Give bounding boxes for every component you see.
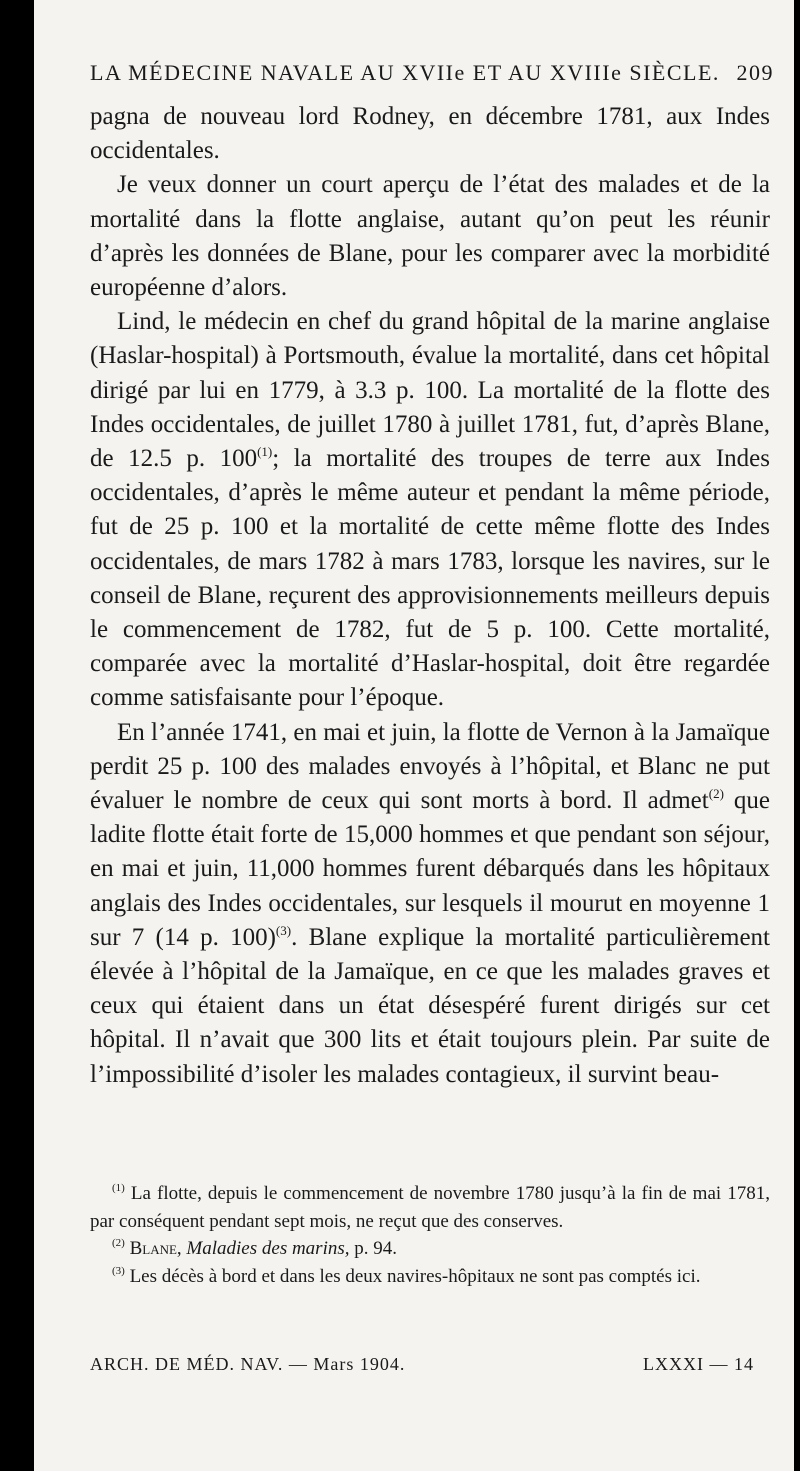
running-title: LA MÉDECINE NAVALE AU XVIIe ET AU XVIIIe SIÈCLE. [90,60,720,85]
footnote-2-mark: (2) [112,1237,125,1249]
paragraph-1: pagna de nouveau lord Rodney, en décembre 1781, aux Indes occidentales. [90,103,770,165]
footnote-2-page: p. 94. [349,1238,397,1259]
paragraph-4-text-b: que ladite flotte était forte de 15,000 hommes et que pendant son séjour, en mai et juin, 11,000 hommes furent débarqués dans les hôpitaux anglais des Indes occidentales, sur lesquels il mourut en moyenne 1 sur 7 (14 p. 100) [90,787,770,951]
footnote-ref-1: (1) [257,444,273,460]
paragraph-3-text-a: Lind, le médecin en chef du grand hôpital de la marine anglaise (Haslar-hospital) à Portsmouth, évalue la mortalité, dans cet hôpital dirigé par lui en 1779, à 3.3 p. 100. La mortalité de la flotte des Indes occidentales, de juillet 1780 à juillet 1781, fut, d’après Blane, de 12.5 p. 100 [90,308,770,473]
paragraph-4 [90,716,770,1092]
paragraph-2: Je veux donner un court aperçu de l’état des malades et de la mortalité dans la flotte anglaise, autant qu’on peut les réunir d’après les données de Blane, pour les comparer avec la morbidité européenne d’alors. [90,171,770,302]
page-body [90,100,770,1092]
footer-journal: ARCH. DE MÉD. NAV. — Mars 1904. [90,1354,406,1374]
footnote-ref-2: (2) [708,786,724,802]
footnotes [90,1180,770,1290]
footnote-3-text: Les décès à bord et dans les deux navires-hôpitaux ne sont pas comptés ici. [129,1265,701,1287]
footnote-3 [90,1263,770,1291]
footnote-2 [90,1235,770,1263]
paragraph-3-text-b: ; la mortalité des troupes de terre aux Indes occidentales, d’après le même auteur et pendant la même période, fut de 25 p. 100 et la mortalité de cette même flotte des Indes occidentales, de mars 1782 à mars 1783, lorsque les navires, sur le conseil de Blane, reçurent des approvisionnements meilleurs depuis le commencement de 1782, fut de 5 p. 100. Cette mortalité, comparée avec la mortalité d’Haslar-hospital, doit être regardée comme satisfaisante pour l’époque. [90,445,770,712]
page-number: 209 [736,60,774,85]
footnote-2-title: Maladies des marins, [186,1238,350,1259]
footnote-1-mark: (1) [112,1182,125,1194]
footnote-ref-3: (3) [275,922,292,938]
page-footer [90,1354,754,1375]
footer-signature: LXXXI — 14 [643,1354,754,1374]
footnote-1-text: La flotte, depuis le commencement de novembre 1780 jusqu’à la fin de mai 1781, par conséquent pendant sept mois, ne reçut que des conserves. [90,1183,770,1232]
paragraph-3 [90,305,770,715]
paragraph-4-text-c: . Blane explique la mortalité particulièrement élevée à l’hôpital de la Jamaïque, en ce que les malades graves et ceux qui étaient dans un état désespéré furent dirigés sur cet hôpital. Il n’avait que 300 lits et était toujours plein. Par suite de l’impossibilité d’isoler les malades contagieux, il survint beau- [90,923,770,1088]
paragraph-4-text-a: En l’année 1741, en mai et juin, la flotte de Vernon à la Jamaïque perdit 25 p. 100 des malades envoyés à l’hôpital, et Blanc ne put évaluer le nombre de ceux qui sont morts à bord. Il admet [90,718,770,815]
footnote-1 [90,1180,770,1235]
footnote-2-author: Blane, [129,1238,182,1259]
book-page [34,0,794,1471]
footnote-3-mark: (3) [112,1264,125,1277]
page-header [90,60,774,86]
